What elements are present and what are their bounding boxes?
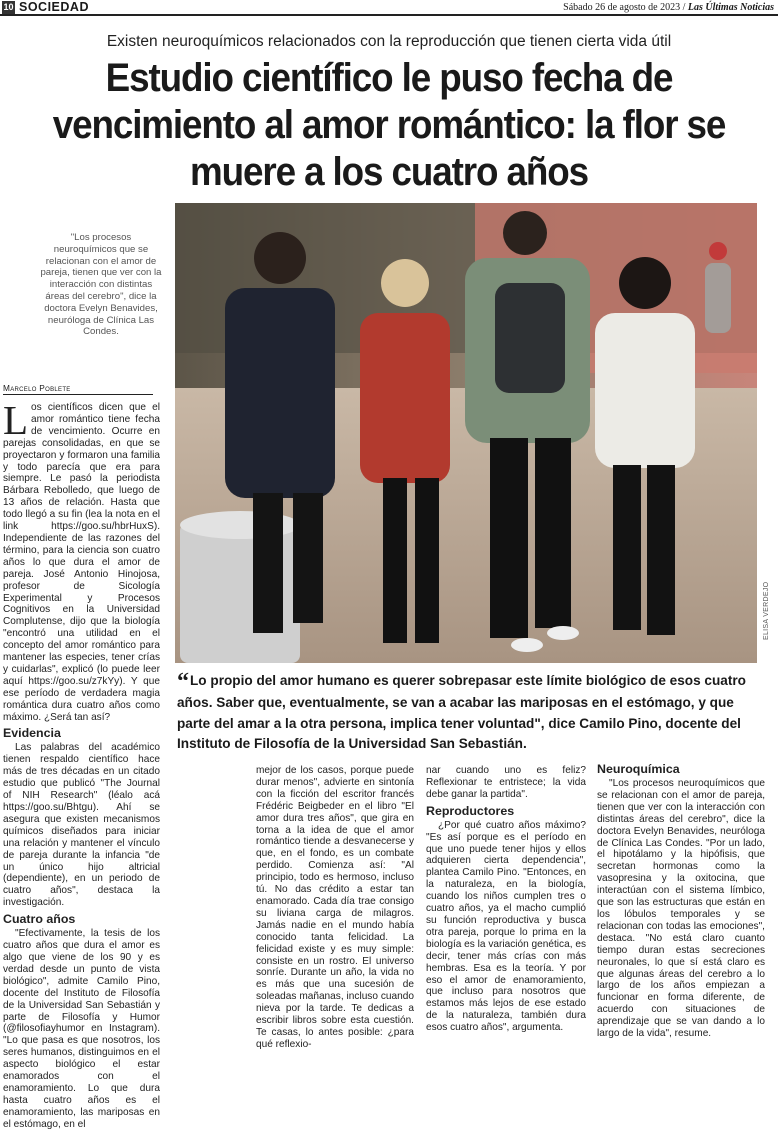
dateline bbox=[563, 2, 774, 13]
paragraph: Las palabras del académico tienen respaldo científico hace más de tres décadas en un citado estudio que publicó "The Journal of NIH Research" (léalo acá https://goo.su/Bhtgu). Ahí se asegura que existen mecanismos químicos diseñados para iniciar una relación y mantener el vínculo de pareja durante la infancia "de un único hijo altricial (dependiente), en un periodo de cuatro años", destaca la investigación. bbox=[3, 742, 160, 909]
article-column-2 bbox=[256, 765, 414, 1051]
page-header bbox=[0, 0, 778, 16]
article-column-1 bbox=[3, 397, 160, 1131]
page-number: 10 bbox=[3, 2, 14, 12]
date: Sábado 26 de agosto de 2023 / bbox=[563, 2, 686, 13]
subheading-evidencia: Evidencia bbox=[3, 726, 61, 741]
paragraph: nar cuando uno es feliz? Reflexionar te entristece; la vida debe ganar la partida". bbox=[426, 765, 586, 800]
kicker: Existen neuroquímicos relacionados con la reproducción que tienen cierta vida útil bbox=[106, 33, 672, 50]
photo-credit: ELISA VERDEJO bbox=[763, 581, 770, 640]
side-quote: "Los procesos neuroquímicos que se relacionan con el amor de pareja, tienen que ver con la interacción con distintas áreas del cerebro", dice la doctora Evelyn Benavides, neuróloga de Clínica Las Condes. bbox=[40, 232, 162, 338]
quote-mark-icon: “ bbox=[177, 669, 189, 695]
paragraph: mejor de los casos, porque puede durar menos", advierte en sintonía con la ficción del escritor francés Frédéric Beigbeder en el libro "El amor dura tres años", que gira en torna a la idea de que el amor romántico tiende a desvanecerse y que, en el fondo, es un combate perdido. Comienza así: "Al principio, todo es hermoso, incluso tú. No das crédito a estar tan enamorado. Cada día trae consigo su liviana carga de milagros. Jamás nadie en el mundo había conocido tanta felicidad. La felicidad existe y es muy simple: consiste en un rostro. El universo sonríe. Durante un año, la vida no es más que una sucesión de soleadas mañanas, incluso cuando nieva por la tarde. Te dedicas a escribir libros sobre esta cuestión. Te casas, lo antes posible: ¿para qué reflexio- bbox=[256, 765, 414, 1050]
article-column-4 bbox=[597, 762, 765, 1040]
paragraph: ¿Por qué cuatro años máximo? "Es así porque es el período en que uno puede tener hijos y ellos adquieren cierta dependencia", plantea Camilo Pino. "Entonces, en la naturaleza, en la biología, cuando los niños cumplen tres o cuatro años, ya el macho cumplió su función reproductiva y busca otra pareja, porque lo prima en la biología es la variación genética, es decir, tener más crías con más hembras. Esa es la teoría. Y por eso el amor de enamoramiento, que incluso para nosotros que estamos más lejos de ese estado de la naturaleza, también dura esos cuatro años", argumenta. bbox=[426, 819, 586, 1034]
subheading-reproductores: Reproductores bbox=[426, 803, 515, 818]
subheading-neuroquimica: Neuroquímica bbox=[597, 762, 680, 776]
pull-quote-text: Lo propio del amor humano es querer sobrepasar este límite biológico de esos cuatro años. Saber que, eventualmente, se van a acabar las mariposas en el estómago, y que parte del amar a la otra persona, implica tener voluntad", dice Camilo Pino, docente del Instituto de Filosofía de la Universidad San Sebastián. bbox=[177, 673, 746, 752]
section-name: SOCIEDAD bbox=[19, 0, 89, 14]
subheading-cuatro-anos: Cuatro años bbox=[3, 912, 76, 927]
byline: Marcelo Poblete bbox=[3, 383, 153, 395]
drop-cap: L bbox=[3, 397, 29, 443]
paragraph: "Efectivamente, la tesis de los cuatro años que dura el amor es algo que viene de los 90 y es verdad desde un punto de vista biológico", admite Camilo Pino, docente del Instituto de Filosofía de la Universidad San Sebastián y parte de Filosofía y Humor (@filosofiayhumor en Instagram). "Lo que pasa es que nosotros, los seres humanos, distinguimos en el aspecto biológico el estar enamorados con el enamoramiento. Lo que dura hasta cuatro años es el enamoramiento, las mariposas en el estómago, en el bbox=[3, 928, 160, 1130]
paragraph: "Los procesos neuroquímicos que se relacionan con el amor de pareja, tienen que ver con la interacción con distintas áreas del cerebro", dice la doctora Evelyn Benavides, neuróloga de Clínica Las Condes. "Por un lado, el hipotálamo y la hipófisis, que secretan hormonas como la vasopresina y la oxitocina, que interactúan con el sistema límbico, que son las estructuras que están en los lóbulos temporales y se relacionan con todas las emociones", destaca. "No está claro cuanto tiempo duran estas secreciones neuronales, lo que sí está claro es que algunas áreas del cerebro a lo largo de los años empiezan a funcionar en forma diferente, de acuerdo con situaciones de aprendizaje que se van dando a lo largo de la vida", resume. bbox=[597, 778, 765, 1040]
lead-paragraph bbox=[3, 397, 160, 723]
article-column-3 bbox=[426, 765, 586, 1034]
headline: Estudio científico le puso fecha de vencimiento al amor romántico: la flor se muere a los cuatro años bbox=[52, 56, 726, 194]
paragraph-text: os científicos dicen que el amor romántico tiene fecha de vencimiento. Ocurre en parejas consolidadas, en que se proyectaron y formaron una familia y todo parecía que era para siempre. Le pasó la periodista Bárbara Rebolledo, que luego de 13 años de relación. Hasta que todo llegó a su fin (lea la nota en el link https://goo.su/hbrHuxS). Independiente de las razones del término, para la ciencia son cuatro años lo que dura el amor de pareja. José Antonio Hinojosa, profesor de Sicología Experimental y Procesos Cognitivos en la Universidad Complutense, dijo que la biología "encontró una utilidad en el concepto del amor romántico para mantener las especies, tener crías y cuidarlas", explicó (lo puede leer aquí https://goo.su/z7kYy). Y que ese período de verdadera magia romántica dura cuatro años como máximo. ¿Será tan así? bbox=[3, 402, 160, 723]
couples-walking-illustration bbox=[175, 203, 757, 663]
pull-quote bbox=[177, 671, 767, 755]
article-photo bbox=[175, 203, 757, 663]
publication-name: Las Últimas Noticias bbox=[687, 2, 774, 13]
